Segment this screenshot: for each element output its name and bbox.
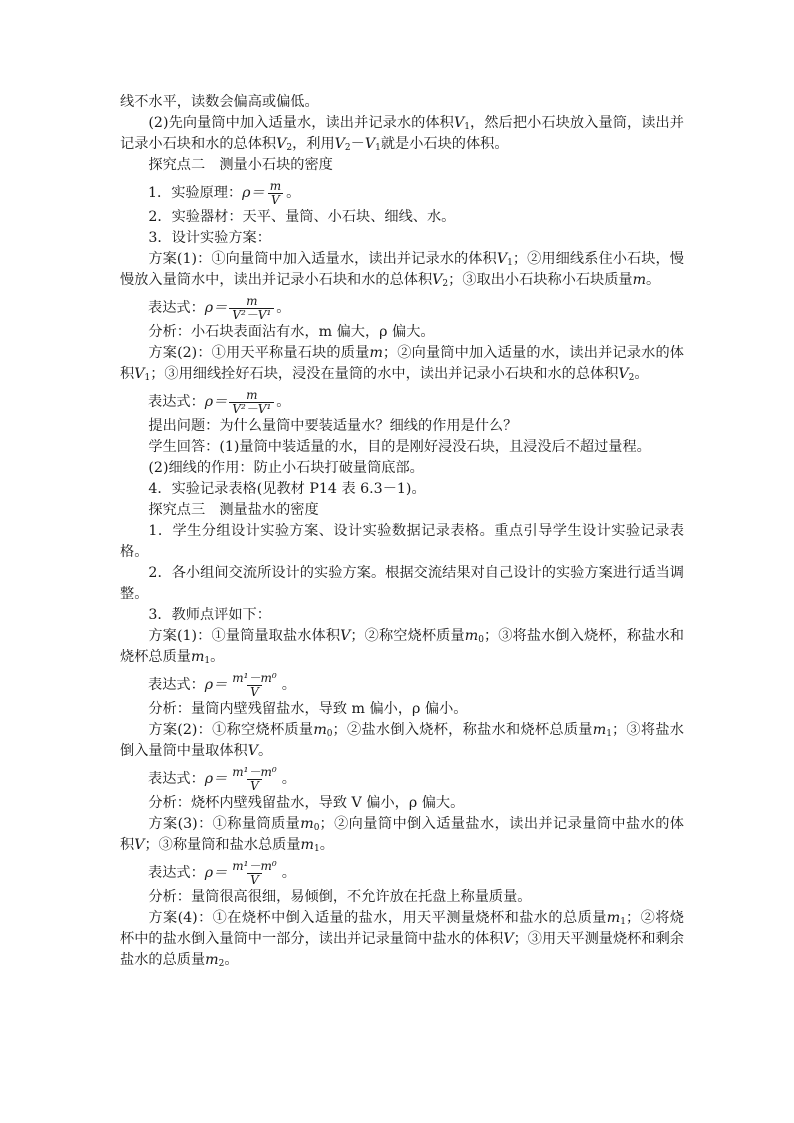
formula-density: $\frac{m}{V}$: [269, 179, 282, 207]
brine-plan-2-analysis: 分析：烧杯内壁残留盐水，导致 V 偏小，ρ 偏大。: [148, 795, 465, 811]
brine-plan-1-expression: 表达式： ρ＝ $\frac{\text{m¹－m⁰}}{V}$ 。: [148, 671, 296, 699]
formula-stone-1: $\frac{m}{\text{V²－V¹}}$: [229, 295, 274, 322]
principle-line: 1．实验原理： ρ＝ $\frac{m}{V}$ 。: [148, 179, 301, 207]
record-table-line: 4．实验记录表格(见教材 P14 表 6.3－1)。: [148, 481, 426, 497]
brine-plan-3: 方案(3)：①称量筒质量$m_0$；②向量筒中倒入适量盐水，读出并记录量筒中盐水的体积V；③称量筒和盐水总质量$m_1$。: [120, 816, 684, 854]
brine-plan-1-analysis: 分析：量筒内壁残留盐水，导致 m 偏小，ρ 偏小。: [148, 701, 468, 717]
design-heading: 3．设计实验方案：: [148, 230, 271, 246]
brine-plan-3-expression: 表达式： ρ＝ $\frac{\text{m¹－m⁰}}{V}$ 。: [148, 859, 296, 887]
answer-line-1: 学生回答：(1)量筒中装适量的水，目的是刚好浸没石块，且浸没后不超过量程。: [148, 439, 651, 455]
group-exchange-line: 2．各小组间交流所设计的实验方案。根据交流结果对自己设计的实验方案进行适当调整。: [120, 565, 684, 602]
brine-plan-2: 方案(2)：①称空烧杯质量$m_0$；②盐水倒入烧杯，称盐水和烧杯总质量$m_1$；③将盐水倒入量筒中量取体积V。: [120, 722, 684, 759]
equipment-line: 2．实验器材：天平、量筒、小石块、细线、水。: [148, 209, 456, 225]
stone-plan-2-expression: 表达式： ρ＝ $\frac{m}{\text{V²－V¹}}$ 。: [148, 388, 291, 416]
stone-plan-1: 方案(1)：①向量筒中加入适量水，读出并记录水的体积$V_1$；②用细线系住小石块，慢慢放入量筒水中，读出并记录小石块和水的总体积$V_2$；③取出小石块称小石块质量m。: [120, 251, 684, 289]
brine-plan-2-expression: 表达式： ρ＝ $\frac{\text{m¹－m⁰}}{V}$ 。: [148, 765, 296, 793]
group-design-line: 1．学生分组设计实验方案、设计实验数据记录表格。重点引导学生设计实验记录表格。: [120, 523, 684, 560]
stone-plan-1-analysis: 分析：小石块表面沾有水，m 偏大，ρ 偏大。: [148, 324, 435, 340]
answer-line-2: (2)细线的作用：防止小石块打破量筒底部。: [148, 460, 424, 476]
paragraph-stone-volume-method: (2)先向量筒中加入适量水，读出并记录水的体积$V_1$，然后把小石块放入量筒，读出并记录小石块和水的总体积$V_2$，利用$V_2-V_1$就是小石块的体积。: [120, 115, 684, 153]
brine-plan-3-analysis: 分析：量筒很高很细，易倾倒，不允许放在托盘上称量质量。: [148, 889, 532, 905]
question-line: 提出问题：为什么量筒中要装适量水？细线的作用是什么？: [148, 418, 518, 434]
paragraph-continuation: 线不水平，读数会偏高或偏低。: [120, 94, 319, 110]
stone-plan-1-expression: 表达式： ρ＝ $\frac{m}{\text{V²－V¹}}$ 。: [148, 294, 291, 322]
brine-plan-4: 方案(4)：①在烧杯中倒入适量的盐水，用天平测量烧杯和盐水的总质量$m_1$；②将烧杯中的盐水倒入量筒中一部分，读出并记录量筒中盐水的体积V；③用天平测量烧杯和剩余盐水的总质量$m_2$。: [120, 910, 684, 969]
section-heading-3: 探究点三 测量盐水的密度: [148, 502, 319, 518]
formula-brine-3: $\frac{\text{m¹－m⁰}}{V}$: [232, 859, 277, 887]
brine-plan-1: 方案(1)：①量筒量取盐水体积V；②称空烧杯质量$m_0$；③将盐水倒入烧杯，称盐水和烧杯总质量$m_1$。: [120, 628, 684, 666]
formula-stone-2: $\frac{m}{\text{V²－V¹}}$: [229, 389, 274, 416]
formula-brine-1: $\frac{\text{m¹－m⁰}}{V}$: [232, 671, 277, 699]
formula-brine-2: $\frac{\text{m¹－m⁰}}{V}$: [232, 765, 277, 793]
stone-plan-2: 方案(2)：①用天平称量石块的质量m；②向量筒中加入适量的水，读出并记录水的体积$V_1$；③用细线拴好石块，浸没在量筒的水中，读出并记录小石块和水的总体积$V_2$。: [120, 345, 684, 383]
section-heading-2: 探究点二 测量小石块的密度: [148, 157, 333, 173]
teacher-comment-heading: 3．教师点评如下：: [148, 607, 271, 623]
